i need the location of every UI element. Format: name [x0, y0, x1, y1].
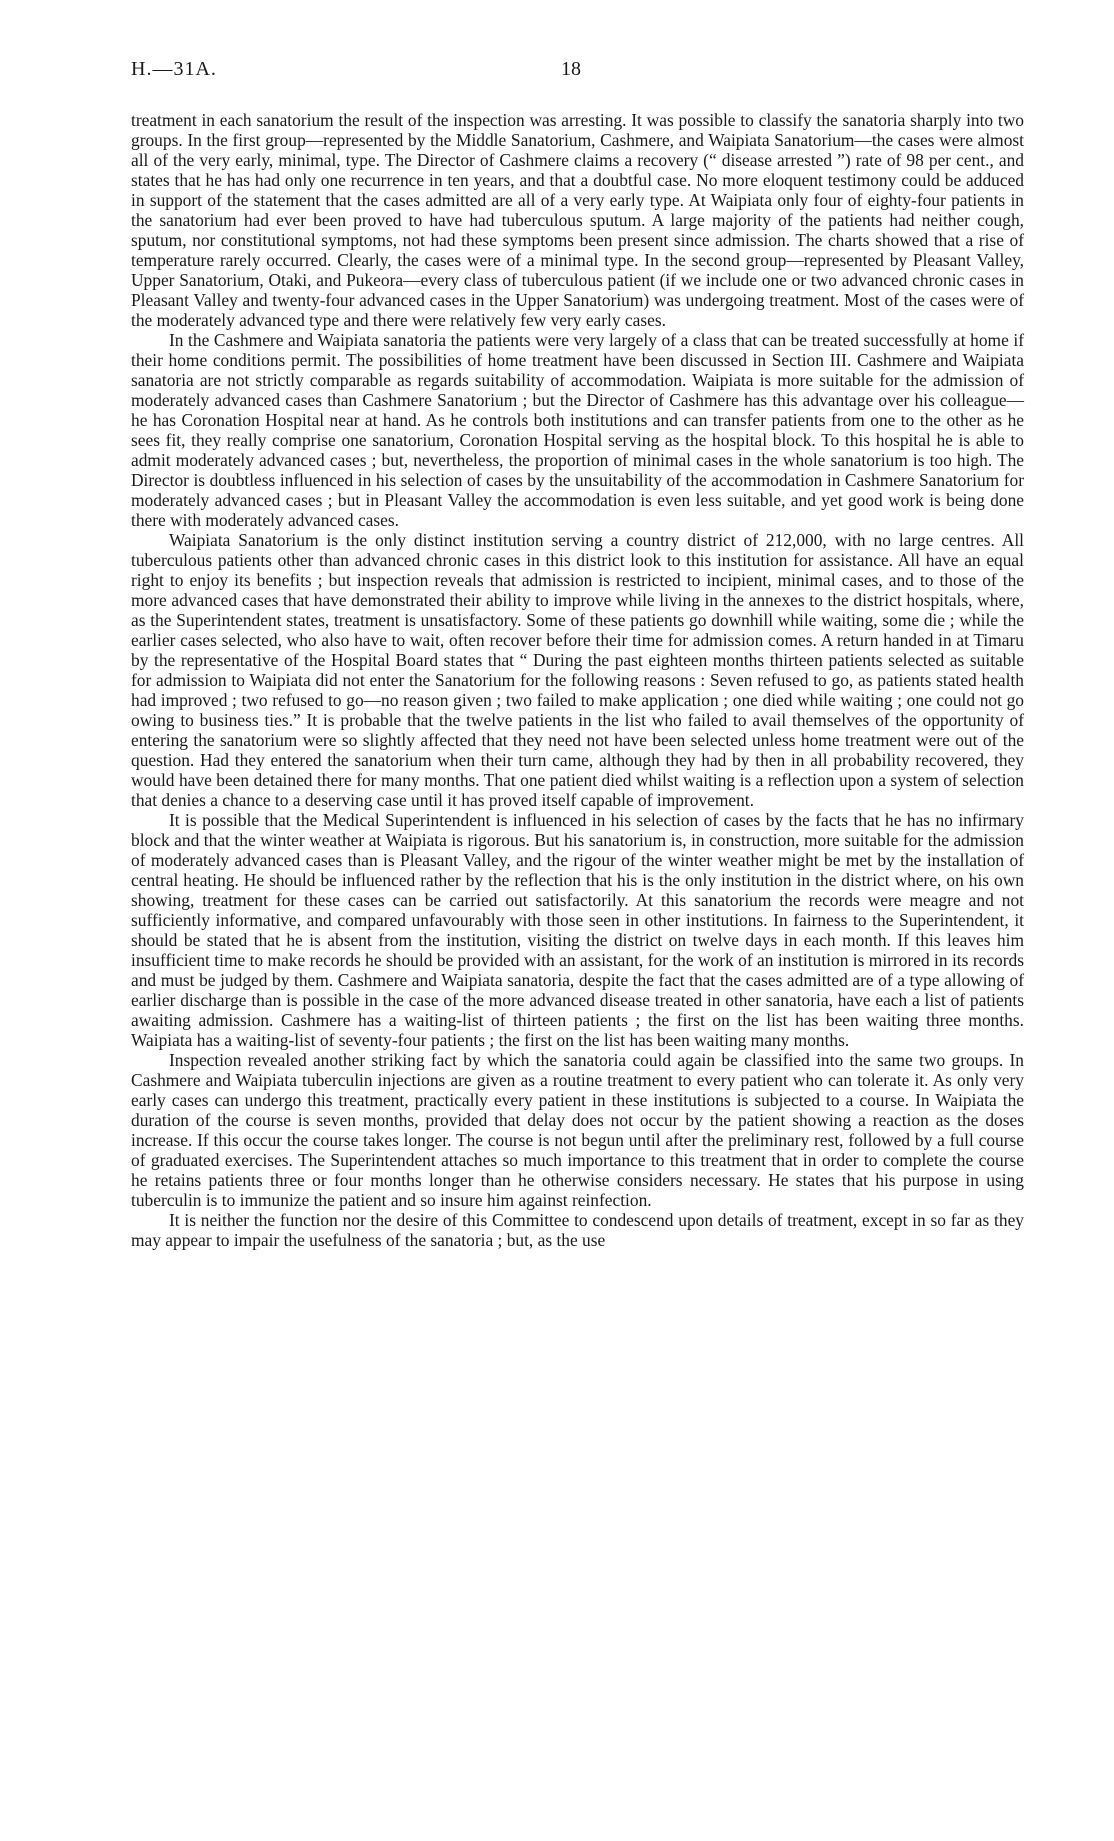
page-number: 18	[561, 58, 581, 80]
document-reference: H.—31A.	[131, 58, 217, 80]
paragraph-1: treatment in each sanatorium the result of the inspection was arresting. It was possible to classify the sanatoria sharply into two groups. In the first group—represented by the Middle Sanatorium, Cashmere, and Waipiata Sanatorium—the cases were almost all of the very early, minimal, type. The Director of Cashmere claims a recovery (“ disease arrested ”) rate of 98 per cent., and states that he has had only one recurrence in ten years, and that a doubtful case. No more eloquent testimony could be adduced in support of the statement that the cases admitted are all of a very early type. At Waipiata only four of eighty-four patients in the sanatorium had ever been proved to have had tuberculous sputum. A large majority of the patients had neither cough, sputum, nor constitutional symptoms, not had these symptoms been present since admission. The charts showed that a rise of temperature rarely occurred. Clearly, the cases were of a minimal type. In the second group—represented by Pleasant Valley, Upper Sanatorium, Otaki, and Pukeora—every class of tuberculous patient (if we include one or two advanced chronic cases in Pleasant Valley and twenty-four advanced cases in the Upper Sanatorium) was undergoing treatment. Most of the cases were of the moderately advanced type and there were relatively few very early cases.	[131, 110, 1024, 330]
paragraph-4: It is possible that the Medical Superintendent is influenced in his selection of cases by the facts that he has no infirmary block and that the winter weather at Waipiata is rigorous. But his sanatorium is, in construction, more suitable for the admission of moderately advanced cases than is Pleasant Valley, and the rigour of the winter weather might be met by the installation of central heating. He should be influenced rather by the reflection that his is the only institution in the district where, on his own showing, treatment for these cases can be carried out satisfactorily. At this sanatorium the records were meagre and not sufficiently informative, and compared unfavourably with those seen in other institutions. In fairness to the Superintendent, it should be stated that he is absent from the institution, visiting the district on twelve days in each month. If this leaves him insufficient time to make records he should be provided with an assistant, for the work of an institution is mirrored in its records and must be judged by them. Cashmere and Waipiata sanatoria, despite the fact that the cases admitted are of a type allowing of earlier discharge than is possible in the case of the more advanced disease treated in other sanatoria, have each a list of patients awaiting admission. Cashmere has a waiting-list of thirteen patients ; the first on the list has been waiting three months. Waipiata has a waiting-list of seventy-four patients ; the first on the list has been waiting many months.	[131, 810, 1024, 1050]
body-text	[131, 110, 1024, 1250]
page-header	[131, 58, 1024, 88]
paragraph-2: In the Cashmere and Waipiata sanatoria the patients were very largely of a class that can be treated successfully at home if their home conditions permit. The possibilities of home treatment have been discussed in Section III. Cashmere and Waipiata sanatoria are not strictly comparable as regards suitability of accommodation. Waipiata is more suitable for the admission of moderately advanced cases than Cashmere Sanatorium ; but the Director of Cashmere has this advantage over his colleague—he has Coronation Hospital near at hand. As he controls both institutions and can transfer patients from one to the other as he sees fit, they really comprise one sanatorium, Coronation Hospital serving as the hospital block. To this hospital he is able to admit moderately advanced cases ; but, nevertheless, the proportion of minimal cases in the whole sanatorium is too high. The Director is doubtless influenced in his selection of cases by the unsuitability of the accommodation in Cashmere Sanatorium for moderately advanced cases ; but in Pleasant Valley the accommodation is even less suitable, and yet good work is being done there with moderately advanced cases.	[131, 330, 1024, 530]
paragraph-5: Inspection revealed another striking fact by which the sanatoria could again be classified into the same two groups. In Cashmere and Waipiata tuberculin injections are given as a routine treatment to every patient who can tolerate it. As only very early cases can undergo this treatment, practically every patient in these institutions is subjected to a course. In Waipiata the duration of the course is seven months, provided that delay does not occur by the patient showing a reaction as the doses increase. If this occur the course takes longer. The course is not begun until after the preliminary rest, followed by a full course of graduated exercises. The Superintendent attaches so much importance to this treatment that in order to complete the course he retains patients three or four months longer than he otherwise considers necessary. He states that his purpose in using tuberculin is to immunize the patient and so insure him against reinfection.	[131, 1050, 1024, 1210]
paragraph-3: Waipiata Sanatorium is the only distinct institution serving a country district of 212,000, with no large centres. All tuberculous patients other than advanced chronic cases in this district look to this institution for assistance. All have an equal right to enjoy its benefits ; but inspection reveals that admission is restricted to incipient, minimal cases, and to those of the more advanced cases that have demonstrated their ability to improve while living in the annexes to the district hospitals, where, as the Superintendent states, treatment is unsatisfactory. Some of these patients go downhill while waiting, some die ; while the earlier cases selected, who also have to wait, often recover before their time for admission comes. A return handed in at Timaru by the representative of the Hospital Board states that “ During the past eighteen months thirteen patients selected as suitable for admission to Waipiata did not enter the Sanatorium for the following reasons : Seven refused to go, as patients stated health had improved ; two refused to go—no reason given ; two failed to make application ; one died while waiting ; one could not go owing to business ties.” It is probable that the twelve patients in the list who failed to avail themselves of the opportunity of entering the sanatorium were so slightly affected that they need not have been selected unless home treatment were out of the question. Had they entered the sanatorium when their turn came, although they had by then in all probability recovered, they would have been detained there for many months. That one patient died whilst waiting is a reflection upon a system of selection that denies a chance to a deserving case until it has proved itself capable of improvement.	[131, 530, 1024, 810]
paragraph-6: It is neither the function nor the desire of this Committee to condescend upon details of treatment, except in so far as they may appear to impair the usefulness of the sanatoria ; but, as the use	[131, 1210, 1024, 1250]
